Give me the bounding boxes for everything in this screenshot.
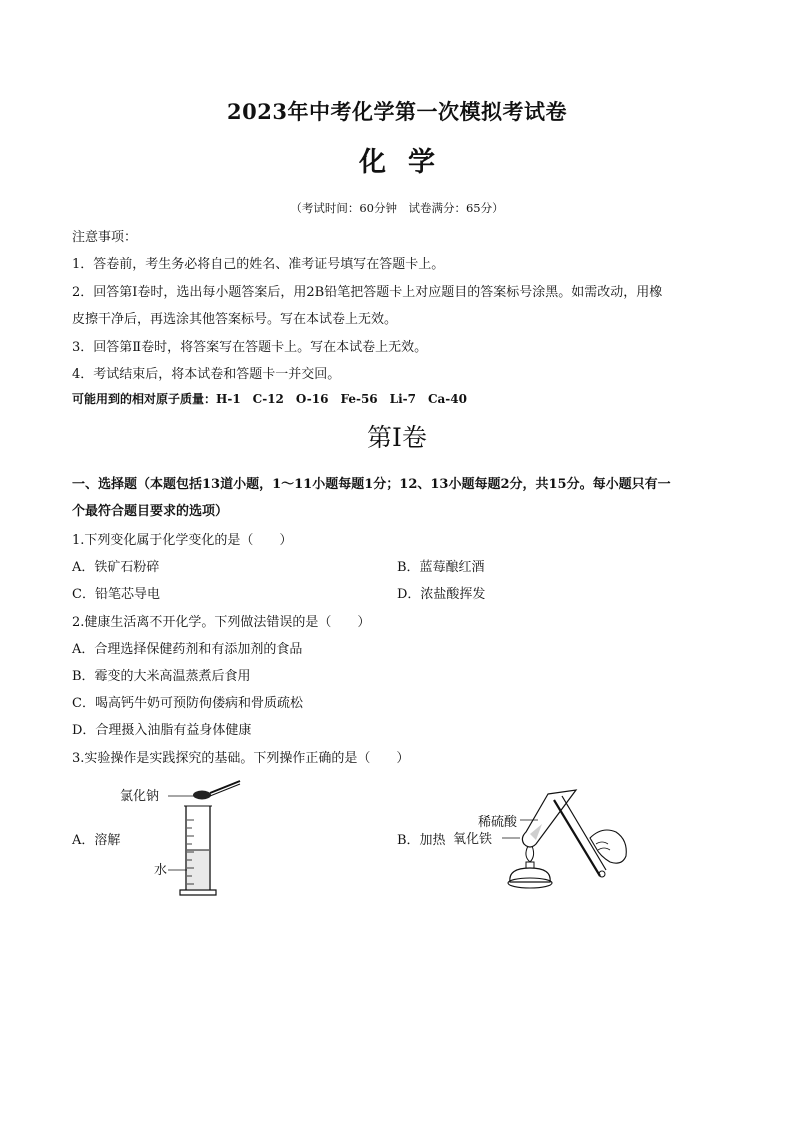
notice-item-3: 3．回答第Ⅱ卷时，将答案写在答题卡上。写在本试卷上无效。: [72, 340, 428, 355]
question-2-stem: 2.健康生活离不开化学。下列做法错误的是（ ）: [72, 615, 371, 630]
exam-meta: （考试时间：60分钟 试卷满分：65分）: [290, 201, 504, 215]
notice-item-4: 4．考试结束后，将本试卷和答题卡一并交回。: [72, 367, 341, 382]
figure-dissolving: [110, 772, 250, 902]
question-1-option-b: B．蓝莓酿红酒: [397, 560, 485, 575]
spoon-icon: [193, 791, 211, 800]
question-1-option-c: C．铅笔芯导电: [72, 587, 160, 602]
question-1-option-a: A．铁矿石粉碎: [72, 560, 160, 575]
question-3-option-a: A．溶解: [72, 833, 121, 848]
section-heading-line1: 一、选择题（本题包括13道小题，1～11小题每题1分；12、13小题每题2分，共15分。每小题只有一: [72, 477, 671, 492]
notice-item-2: 2．回答第Ⅰ卷时，选出每小题答案后，用2B铅笔把答题卡上对应题目的答案标号涂黑。如需改动，用橡: [72, 285, 663, 300]
figure-b-label-acid: 稀硫酸: [478, 815, 518, 830]
alcohol-lamp-icon: [508, 846, 552, 888]
subject-title: 化学: [359, 147, 457, 178]
measuring-cylinder-icon: [180, 806, 216, 895]
notice-heading: 注意事项：: [72, 230, 138, 245]
question-2-option-c: C．喝高钙牛奶可预防佝偻病和骨质疏松: [72, 696, 303, 711]
figure-heating: [450, 786, 640, 898]
section-heading-line2: 个最符合题目要求的选项）: [72, 504, 229, 519]
figure-b-label-oxide: 氧化铁: [453, 832, 493, 847]
figure-a-label-water: 水: [154, 863, 168, 878]
hand-icon: [590, 830, 626, 863]
atomic-masses: 可能用到的相对原子质量：H-1 C-12 O-16 Fe-56 Li-7 Ca-40: [72, 392, 467, 406]
question-2-option-a: A．合理选择保健药剂和有添加剂的食品: [72, 642, 303, 657]
question-1-option-d: D．浓盐酸挥发: [397, 587, 486, 602]
question-2-option-d: D．合理摄入油脂有益身体健康: [72, 723, 252, 738]
volume-title: 第Ⅰ卷: [367, 423, 427, 452]
test-tube-icon: [522, 790, 576, 847]
question-3-option-b: B．加热: [397, 833, 446, 848]
notice-item-2-cont: 皮擦干净后，再选涂其他答案标号。写在本试卷上无效。: [72, 312, 398, 327]
question-2-option-b: B．霉变的大米高温蒸煮后食用: [72, 669, 251, 684]
question-1-stem: 1.下列变化属于化学变化的是（ ）: [72, 533, 293, 548]
notice-item-1: 1．答卷前，考生务必将自己的姓名、准考证号填写在答题卡上。: [72, 257, 445, 272]
figure-a-label-nacl: 氯化钠: [120, 789, 160, 804]
exam-title: 2023年中考化学第一次模拟考试卷: [227, 99, 567, 124]
question-3-stem: 3.实验操作是实践探究的基础。下列操作正确的是（ ）: [72, 751, 410, 766]
